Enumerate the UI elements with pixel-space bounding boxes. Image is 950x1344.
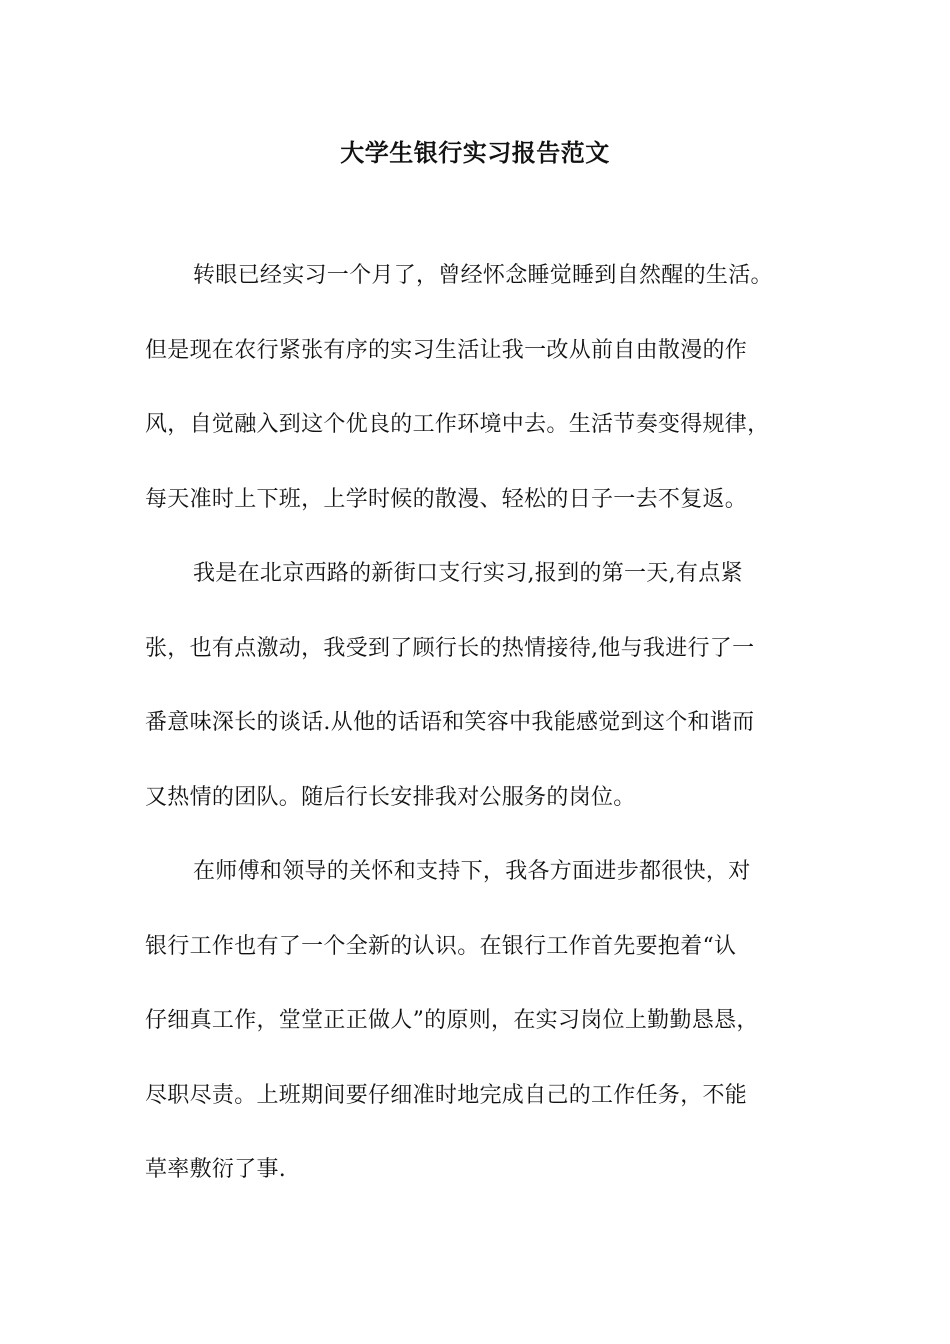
paragraph-line: 又热情的团队。随后行长安排我对公服务的岗位。	[145, 784, 636, 810]
paragraph-line: 番意味深长的谈话.从他的话语和笑容中我能感觉到这个和谐而	[145, 710, 755, 735]
paragraph-line: 尽职尽责。上班期间要仔细准时地完成自己的工作任务，不能	[145, 1082, 748, 1108]
paragraph-line: 张，也有点激动，我受到了顾行长的热情接待,他与我进行了一	[145, 635, 755, 661]
paragraph-line: 但是现在农行紧张有序的实习生活让我一改从前自由散漫的作	[145, 337, 748, 363]
paragraph-line: 风，自觉融入到这个优良的工作环境中去。生活节奏变得规律，	[145, 412, 770, 437]
paragraph-line: 草率敷衍了事.	[145, 1157, 287, 1182]
paragraph-line: 每天准时上下班，上学时候的散漫、轻松的日子一去不复返。	[145, 486, 748, 512]
paragraph-line: 在师傅和领导的关怀和支持下，我各方面进步都很快，对	[193, 859, 751, 884]
paragraph-line: 我是在北京西路的新街口支行实习,报到的第一天,有点紧	[193, 561, 743, 586]
document-body	[145, 256, 825, 1225]
paragraph-line: 转眼已经实习一个月了，曾经怀念睡觉睡到自然醒的生活。	[193, 263, 773, 288]
document-title: 大学生银行实习报告范文	[340, 138, 610, 167]
paragraph-line: 仔细真工作，堂堂正正做人”的原则，在实习岗位上勤勤恳恳，	[145, 1008, 759, 1033]
paragraph-line: 银行工作也有了一个全新的认识。在银行工作首先要抱着“认	[145, 933, 737, 959]
